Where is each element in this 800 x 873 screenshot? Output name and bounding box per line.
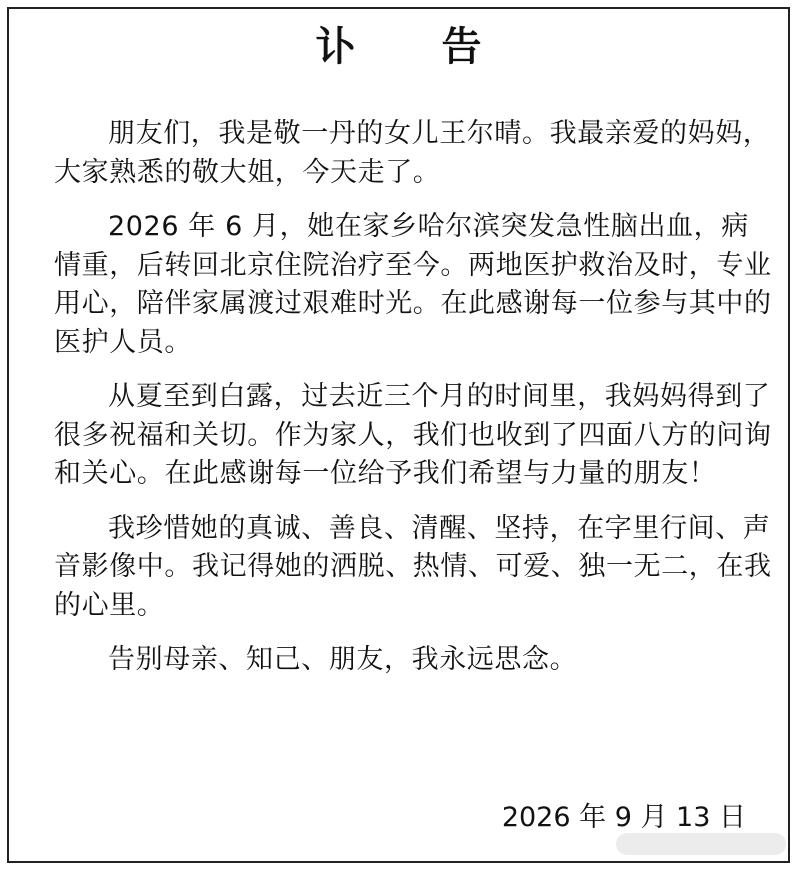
paragraph-4: 我珍惜她的真诚、善良、清醒、坚持，在字里行间、声音影像中。我记得她的洒脱、热情、可爱、独一无二，在我的心里。 — [54, 512, 772, 621]
paragraph-5: 告别母亲、知己、朋友，我永远思念。 — [108, 644, 578, 675]
paragraph-2: 2026 年 6 月，她在家乡哈尔滨突发急性脑出血，病情重，后转回北京住院治疗至今。两地医护救治及时，专业用心，陪伴家属渡过艰难时光。在此感谢每一位参与其中的医护人员。 — [54, 211, 772, 358]
watermark-badge — [616, 833, 786, 855]
notice-body — [54, 115, 772, 696]
notice-frame — [7, 7, 790, 863]
paragraph-1: 朋友们，我是敬一丹的女儿王尔晴。我最亲爱的妈妈，大家熟悉的敬大姐，今天走了。 — [54, 118, 771, 188]
notice-title: 讣 告 — [315, 24, 518, 70]
paragraph-3: 从夏至到白露，过去近三个月的时间里，我妈妈得到了很多祝福和关切。作为家人，我们也收到了四面八方的问询和关心。在此感谢每一位给予我们希望与力量的朋友！ — [54, 381, 772, 489]
notice-date: 2026 年 9 月 13 日 — [501, 802, 746, 833]
